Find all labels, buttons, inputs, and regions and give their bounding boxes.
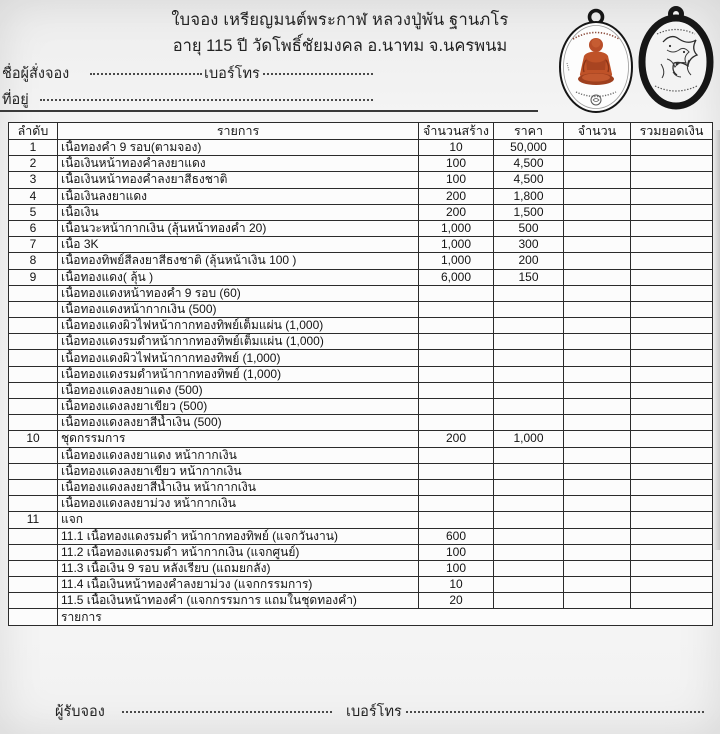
- cell-total: [631, 512, 713, 528]
- cell-no: [9, 318, 58, 334]
- cell-made: [419, 479, 494, 495]
- col-header-total: รวมยอดเงิน: [631, 123, 713, 140]
- cell-qty: [564, 253, 631, 269]
- cell-made: [419, 366, 494, 382]
- cell-made: 10: [419, 140, 494, 156]
- table-row: [9, 479, 713, 495]
- cell-qty: [564, 479, 631, 495]
- orderer-name-label: ชื่อผู้สั่งจอง: [2, 66, 70, 82]
- cell-qty: [564, 382, 631, 398]
- receiver-blank: [122, 700, 332, 713]
- cell-total: [631, 156, 713, 172]
- cell-price: 4,500: [494, 156, 564, 172]
- cell-made: 200: [419, 204, 494, 220]
- cell-qty: [564, 366, 631, 382]
- cell-item: เนื้อทองแดงผิวไฟหน้ากากทองทิพย์ (1,000): [58, 350, 419, 366]
- cell-total: [631, 269, 713, 285]
- cell-item: เนื้อนวะหน้ากากเงิน (ลุ้นหน้าทองคำ 20): [58, 220, 419, 236]
- cell-qty: [564, 415, 631, 431]
- cell-no: 2: [9, 156, 58, 172]
- table-row: [9, 237, 713, 253]
- cell-total: [631, 220, 713, 236]
- cell-made: [419, 399, 494, 415]
- table-row: [9, 577, 713, 593]
- col-header-item: รายการ: [58, 123, 419, 140]
- cell-no: [9, 285, 58, 301]
- cell-qty: [564, 544, 631, 560]
- table-row: [9, 447, 713, 463]
- cell-qty: [564, 172, 631, 188]
- phone-blank: [263, 62, 373, 75]
- cell-total: [631, 350, 713, 366]
- cell-made: [419, 318, 494, 334]
- header-divider: [0, 110, 538, 112]
- cell-made: 200: [419, 188, 494, 204]
- cell-qty: [564, 237, 631, 253]
- cell-price: 1,000: [494, 431, 564, 447]
- table-row: [9, 334, 713, 350]
- cell-price: [494, 334, 564, 350]
- cell-price: [494, 366, 564, 382]
- cell-item: เนื้อเงิน: [58, 204, 419, 220]
- cell-total: [631, 188, 713, 204]
- receiver-phone-label: เบอร์โทร: [346, 704, 402, 720]
- cell-price: [494, 399, 564, 415]
- amulet-front-image: [556, 6, 636, 114]
- cell-no: [9, 463, 58, 479]
- cell-made: [419, 447, 494, 463]
- cell-total: [631, 382, 713, 398]
- table-row: [9, 172, 713, 188]
- cell-item: 11.5 เนื้อเงินหน้าทองคำ (แจกกรรมการ แถมในชุดทองคำ): [58, 593, 419, 609]
- cell-no: [9, 609, 58, 625]
- address-label: ที่อยู่: [2, 92, 29, 108]
- cell-item: 11.4 เนื้อเงินหน้าทองคำลงยาม่วง (แจกกรรมการ): [58, 577, 419, 593]
- cell-no: [9, 366, 58, 382]
- cell-item: เนื้อเงินลงยาแดง: [58, 188, 419, 204]
- cell-no: [9, 447, 58, 463]
- amulet-back-image: [637, 2, 715, 110]
- cell-item: เนื้อทองแดงหน้ากากเงิน (500): [58, 301, 419, 317]
- cell-made: [419, 334, 494, 350]
- cell-item: เนื้อทองแดง( ลุ้น ): [58, 269, 419, 285]
- cell-no: [9, 528, 58, 544]
- cell-no: 5: [9, 204, 58, 220]
- cell-price: [494, 593, 564, 609]
- cell-no: [9, 577, 58, 593]
- cell-qty: [564, 528, 631, 544]
- cell-price: 50,000: [494, 140, 564, 156]
- cell-qty: [564, 301, 631, 317]
- table-row: [9, 220, 713, 236]
- table-row: [9, 269, 713, 285]
- table-row: [9, 140, 713, 156]
- cell-made: 600: [419, 528, 494, 544]
- cell-total: [631, 544, 713, 560]
- cell-item: เนื้อทองแดงลงยาแดง หน้ากากเงิน: [58, 447, 419, 463]
- cell-made: 100: [419, 156, 494, 172]
- cell-item: เนื้อ 3K: [58, 237, 419, 253]
- cell-item: แจก: [58, 512, 419, 528]
- table-row: [9, 528, 713, 544]
- table-row: [9, 366, 713, 382]
- cell-total: [631, 496, 713, 512]
- table-row: [9, 399, 713, 415]
- cell-price: [494, 512, 564, 528]
- cell-no: [9, 399, 58, 415]
- table-row: [9, 593, 713, 609]
- cell-no: 8: [9, 253, 58, 269]
- cell-item: เนื้อทองแดงรมดำหน้ากากทองทิพย์ (1,000): [58, 366, 419, 382]
- cell-no: [9, 593, 58, 609]
- col-header-price: ราคา: [494, 123, 564, 140]
- cell-item: เนื้อเงินหน้าทองคำลงยาสีธงชาติ: [58, 172, 419, 188]
- cell-price: [494, 544, 564, 560]
- cell-item: 11.2 เนื้อทองแดงรมดำ หน้ากากเงิน (แจกศูนย์): [58, 544, 419, 560]
- cell-item: เนื้อทองแดงหน้าทองคำ 9 รอบ (60): [58, 285, 419, 301]
- cell-price: [494, 560, 564, 576]
- table-row: [9, 350, 713, 366]
- table-bottom-row: [9, 609, 713, 625]
- cell-total: [631, 528, 713, 544]
- cell-total: [631, 577, 713, 593]
- table-row: [9, 318, 713, 334]
- cell-total: [631, 447, 713, 463]
- cell-total: [631, 463, 713, 479]
- cell-item: เนื้อทองแดงลงยาม่วง หน้ากากเงิน: [58, 496, 419, 512]
- cell-made: [419, 301, 494, 317]
- cell-price: [494, 350, 564, 366]
- cell-qty: [564, 577, 631, 593]
- cell-item: เนื้อทองแดงลงยาเขียว (500): [58, 399, 419, 415]
- cell-qty: [564, 220, 631, 236]
- cell-qty: [564, 188, 631, 204]
- cell-made: 1,000: [419, 237, 494, 253]
- form-title-line1: ใบจอง เหรียญมนต์พระกาฬ หลวงปู่พัน ฐานภโร: [171, 11, 509, 29]
- cell-total: [631, 140, 713, 156]
- cell-item: เนื้อทองแดงลงยาแดง (500): [58, 382, 419, 398]
- cell-total: [631, 560, 713, 576]
- cell-price: [494, 528, 564, 544]
- col-header-index: ลำดับ: [9, 123, 58, 140]
- cell-price: [494, 577, 564, 593]
- address-blank: [40, 88, 373, 101]
- cell-no: [9, 334, 58, 350]
- cell-made: [419, 496, 494, 512]
- cell-item: เนื้อทองแดงลงยาสีน้ำเงิน (500): [58, 415, 419, 431]
- cell-total: [631, 366, 713, 382]
- table-row: [9, 253, 713, 269]
- cell-qty: [564, 560, 631, 576]
- cell-total: [631, 172, 713, 188]
- cell-made: 200: [419, 431, 494, 447]
- cell-total: [631, 431, 713, 447]
- cell-total: [631, 285, 713, 301]
- cell-price: 300: [494, 237, 564, 253]
- cell-item: เนื้อทองคำ 9 รอบ(ตามจอง): [58, 140, 419, 156]
- cell-item: เนื้อทองแดงผิวไฟหน้ากากทองทิพย์เต็มแผ่น (1,000): [58, 318, 419, 334]
- table-row: [9, 382, 713, 398]
- cell-made: [419, 285, 494, 301]
- cell-qty: [564, 399, 631, 415]
- order-table: [8, 122, 713, 626]
- cell-qty: [564, 447, 631, 463]
- cell-item: 11.1 เนื้อทองแดงรมดำ หน้ากากทองทิพย์ (แจกวันงาน): [58, 528, 419, 544]
- col-header-qty: จำนวน: [564, 123, 631, 140]
- cell-made: [419, 350, 494, 366]
- cell-total: [631, 301, 713, 317]
- receiver-phone-blank: [406, 700, 704, 713]
- table-row: [9, 463, 713, 479]
- table-row: [9, 544, 713, 560]
- cell-no: [9, 382, 58, 398]
- cell-made: 100: [419, 172, 494, 188]
- cell-price: 1,800: [494, 188, 564, 204]
- cell-total: [631, 334, 713, 350]
- cell-item: เนื้อทองแดงรมดำหน้ากากทองทิพย์เต็มแผ่น (1,000): [58, 334, 419, 350]
- cell-no: 11: [9, 512, 58, 528]
- bottom-row-label: รายการ: [58, 609, 713, 625]
- cell-made: 100: [419, 560, 494, 576]
- cell-made: 1,000: [419, 253, 494, 269]
- table-row: [9, 301, 713, 317]
- cell-no: [9, 350, 58, 366]
- cell-qty: [564, 496, 631, 512]
- form-title-line2: อายุ 115 ปี วัดโพธิ์ชัยมงคล อ.นาทม จ.นครพนม: [172, 37, 508, 55]
- cell-no: 10: [9, 431, 58, 447]
- cell-total: [631, 415, 713, 431]
- cell-made: 20: [419, 593, 494, 609]
- cell-price: 1,500: [494, 204, 564, 220]
- cell-no: [9, 415, 58, 431]
- cell-price: [494, 415, 564, 431]
- cell-no: [9, 544, 58, 560]
- cell-no: [9, 301, 58, 317]
- table-row: [9, 431, 713, 447]
- cell-qty: [564, 285, 631, 301]
- cell-qty: [564, 334, 631, 350]
- table-row: [9, 496, 713, 512]
- cell-price: [494, 382, 564, 398]
- cell-price: [494, 318, 564, 334]
- cell-qty: [564, 318, 631, 334]
- cell-price: 200: [494, 253, 564, 269]
- cell-no: 7: [9, 237, 58, 253]
- cell-no: 3: [9, 172, 58, 188]
- cell-price: 4,500: [494, 172, 564, 188]
- cell-price: [494, 496, 564, 512]
- cell-item: เนื้อทองแดงลงยาสีน้ำเงิน หน้ากากเงิน: [58, 479, 419, 495]
- table-row: [9, 204, 713, 220]
- cell-total: [631, 204, 713, 220]
- cell-no: [9, 560, 58, 576]
- table-header-row: [9, 123, 713, 140]
- cell-price: [494, 447, 564, 463]
- table-row: [9, 560, 713, 576]
- cell-price: [494, 479, 564, 495]
- cell-no: 4: [9, 188, 58, 204]
- cell-price: [494, 301, 564, 317]
- cell-total: [631, 479, 713, 495]
- table-row: [9, 285, 713, 301]
- cell-no: 6: [9, 220, 58, 236]
- cell-total: [631, 318, 713, 334]
- cell-made: [419, 463, 494, 479]
- cell-no: 1: [9, 140, 58, 156]
- table-row: [9, 156, 713, 172]
- cell-qty: [564, 204, 631, 220]
- cell-price: 500: [494, 220, 564, 236]
- cell-no: [9, 496, 58, 512]
- cell-total: [631, 253, 713, 269]
- cell-made: [419, 512, 494, 528]
- table-row: [9, 188, 713, 204]
- cell-no: [9, 479, 58, 495]
- cell-qty: [564, 140, 631, 156]
- cell-qty: [564, 463, 631, 479]
- cell-price: [494, 463, 564, 479]
- phone-label: เบอร์โทร: [204, 66, 260, 82]
- cell-price: 150: [494, 269, 564, 285]
- cell-made: 1,000: [419, 220, 494, 236]
- cell-made: [419, 415, 494, 431]
- cell-made: 10: [419, 577, 494, 593]
- cell-made: 6,000: [419, 269, 494, 285]
- table-row: [9, 415, 713, 431]
- cell-price: [494, 285, 564, 301]
- cell-qty: [564, 593, 631, 609]
- cell-qty: [564, 269, 631, 285]
- cell-qty: [564, 156, 631, 172]
- orderer-name-blank: [90, 62, 202, 75]
- cell-made: 100: [419, 544, 494, 560]
- receiver-label: ผู้รับจอง: [55, 704, 105, 720]
- cell-item: เนื้อเงินหน้าทองคำลงยาแดง: [58, 156, 419, 172]
- col-header-made: จำนวนสร้าง: [419, 123, 494, 140]
- cell-item: เนื้อทองทิพย์สีลงยาสีธงชาติ (ลุ้นหน้าเงิน 100 ): [58, 253, 419, 269]
- cell-item: เนื้อทองแดงลงยาเขียว หน้ากากเงิน: [58, 463, 419, 479]
- cell-qty: [564, 512, 631, 528]
- cell-made: [419, 382, 494, 398]
- cell-total: [631, 237, 713, 253]
- cell-no: 9: [9, 269, 58, 285]
- cell-qty: [564, 431, 631, 447]
- cell-total: [631, 399, 713, 415]
- table-row: [9, 512, 713, 528]
- cell-qty: [564, 350, 631, 366]
- cell-item: 11.3 เนื้อเงิน 9 รอบ หลังเรียบ (แถมยกลัง): [58, 560, 419, 576]
- cell-total: [631, 593, 713, 609]
- cell-item: ชุดกรรมการ: [58, 431, 419, 447]
- photo-edge-shadow: [713, 130, 720, 550]
